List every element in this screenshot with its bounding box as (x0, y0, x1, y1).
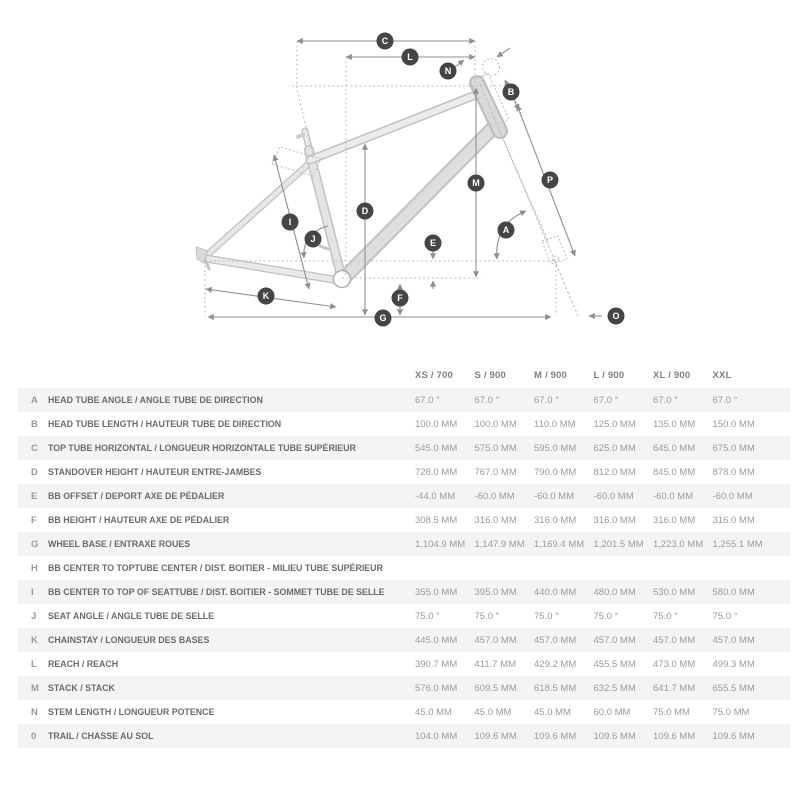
geometry-value: -60.0 MM (534, 490, 575, 502)
row-letter: J (31, 610, 37, 622)
marker-letter: D (361, 206, 369, 217)
geometry-value: 457.0 MM (593, 634, 636, 646)
row-label: SEAT ANGLE / ANGLE TUBE DE SELLE (48, 610, 215, 622)
geometry-value: 480.0 MM (593, 586, 636, 598)
table-row (18, 580, 790, 604)
geometry-value: 499.3 MM (712, 658, 755, 670)
marker-letter: N (444, 66, 452, 77)
geometry-value: 316.0 MM (653, 514, 696, 526)
geometry-value: 109.6 MM (593, 730, 636, 742)
size-column-header: M / 900 (534, 369, 568, 381)
row-label: STACK / STACK (48, 682, 115, 694)
geometry-value: 1,255.1 MM (712, 538, 763, 550)
row-letter: F (31, 514, 37, 526)
geometry-value: 67.0 ° (712, 394, 738, 406)
geometry-value: -60.0 MM (474, 490, 515, 502)
geometry-value: 109.6 MM (712, 730, 755, 742)
geometry-value: 530.0 MM (653, 586, 696, 598)
row-letter: A (31, 394, 38, 406)
row-label: HEAD TUBE ANGLE / ANGLE TUBE DE DIRECTION (48, 394, 263, 406)
row-letter: I (31, 586, 34, 598)
geometry-value: 75.0 ° (712, 610, 738, 622)
table-row (18, 532, 790, 556)
geometry-value: 100.0 MM (415, 418, 458, 430)
marker-letter: G (379, 313, 387, 324)
table-row (18, 508, 790, 532)
geometry-value: 609.5 MM (474, 682, 517, 694)
marker-letter: A (502, 225, 510, 236)
marker-letter: P (546, 175, 554, 186)
geometry-value: -44.0 MM (415, 490, 456, 502)
geometry-value: 655.5 MM (712, 682, 755, 694)
geometry-table-header (18, 362, 790, 388)
geometry-value: 545.0 MM (415, 442, 458, 454)
size-column-header: XXL (712, 369, 732, 381)
geometry-value: 316.0 MM (474, 514, 517, 526)
row-label: TOP TUBE HORIZONTAL / LONGUEUR HORIZONTALE TUBE SUPÉRIEUR (48, 442, 356, 454)
table-row (18, 556, 790, 580)
geometry-value: -60.0 MM (593, 490, 634, 502)
marker-letter: F (397, 293, 403, 304)
geometry-value: -60.0 MM (653, 490, 694, 502)
geometry-value: 67.0 ° (593, 394, 619, 406)
table-row (18, 676, 790, 700)
geometry-value: 67.0 ° (474, 394, 500, 406)
marker-letter: M (472, 178, 480, 189)
size-column-header: XL / 900 (653, 369, 691, 381)
row-label: HEAD TUBE LENGTH / HAUTEUR TUBE DE DIRECTION (48, 418, 282, 430)
geometry-value: 878.0 MM (712, 466, 755, 478)
row-label: TRAIL / CHASSE AU SOL (48, 730, 154, 742)
marker-letter: J (310, 234, 316, 245)
row-letter: C (31, 442, 38, 454)
geometry-value: 457.0 MM (712, 634, 755, 646)
geometry-value: 457.0 MM (653, 634, 696, 646)
geometry-value: 455.5 MM (593, 658, 636, 670)
marker-letter: I (288, 217, 292, 228)
size-column-header: L / 900 (593, 369, 625, 381)
row-label: BB CENTER TO TOPTUBE CENTER / DIST. BOITIER - MILIEU TUBE SUPÉRIEUR (48, 562, 383, 574)
geometry-value: 1,201.5 MM (593, 538, 644, 550)
geometry-value: 308.5 MM (415, 514, 458, 526)
geometry-value: 316.0 MM (534, 514, 577, 526)
row-letter: G (31, 538, 39, 550)
geometry-value: 625.0 MM (593, 442, 636, 454)
geometry-value: 75.0 ° (653, 610, 678, 622)
geometry-value: 75.0 MM (653, 706, 690, 718)
geometry-value: 45.0 MM (474, 706, 512, 718)
size-column-header: XS / 700 (415, 369, 454, 381)
row-label: REACH / REACH (48, 658, 119, 670)
geometry-value: 1,169.4 MM (534, 538, 585, 550)
geometry-value: 316.0 MM (593, 514, 636, 526)
row-label: BB CENTER TO TOP OF SEATTUBE / DIST. BOITIER - SOMMET TUBE DE SELLE (48, 586, 385, 598)
geometry-value: 316.0 MM (712, 514, 755, 526)
geometry-value: 125.0 MM (593, 418, 636, 430)
row-letter: 0 (31, 730, 37, 742)
geometry-value: 641.7 MM (653, 682, 696, 694)
geometry-value: 75.0 ° (415, 610, 440, 622)
construction-lines (205, 41, 578, 316)
geometry-value: 110.0 MM (534, 418, 576, 430)
row-label: BB OFFSET / DEPORT AXE DE PÉDALIER (48, 490, 225, 502)
geometry-value: 75.0 MM (712, 706, 750, 718)
row-letter: B (31, 418, 38, 430)
geometry-value: 632.5 MM (593, 682, 636, 694)
row-letter: D (31, 466, 38, 478)
marker-letter: L (407, 52, 413, 63)
geometry-value: 618.5 MM (534, 682, 577, 694)
row-letter: H (31, 562, 38, 574)
geometry-value: 390.7 MM (415, 658, 458, 670)
geometry-value: 355.0 MM (415, 586, 458, 598)
geometry-value: 75.0 ° (534, 610, 559, 622)
marker-letter: E (429, 238, 437, 249)
geometry-value: 150.0 MM (712, 418, 755, 430)
geometry-value: 109.6 MM (653, 730, 696, 742)
geometry-value: 728.0 MM (415, 466, 458, 478)
row-label: STEM LENGTH / LONGUEUR POTENCE (48, 706, 215, 718)
table-row (18, 484, 790, 508)
geometry-value: 104.0 MM (415, 730, 458, 742)
geometry-table-body (18, 388, 790, 748)
geometry-value: 1,147.9 MM (474, 538, 525, 550)
marker-letter: B (507, 87, 515, 98)
geometry-value: 575.0 MM (474, 442, 517, 454)
geometry-value: 457.0 MM (474, 634, 517, 646)
geometry-value: 767.0 MM (474, 466, 517, 478)
geometry-value: 812.0 MM (593, 466, 636, 478)
geometry-value: 576.0 MM (415, 682, 458, 694)
geometry-value: 429.2 MM (534, 658, 577, 670)
table-row (18, 700, 790, 724)
geometry-value: 109.6 MM (534, 730, 577, 742)
marker-letter: C (381, 36, 389, 47)
table-row (18, 652, 790, 676)
marker-letter: O (612, 311, 620, 322)
size-column-header: S / 900 (474, 369, 507, 381)
geometry-value: 135.0 MM (653, 418, 696, 430)
geometry-value: -60.0 MM (712, 490, 753, 502)
geometry-value: 845.0 MM (653, 466, 696, 478)
geometry-value: 790.0 MM (534, 466, 577, 478)
bike-geometry-diagram (0, 0, 800, 350)
geometry-value: 45.0 MM (415, 706, 452, 718)
row-letter: M (31, 682, 39, 694)
geometry-value: 60.0 MM (593, 706, 631, 718)
geometry-value: 67.0 ° (534, 394, 559, 406)
table-row (18, 412, 790, 436)
table-row (18, 628, 790, 652)
table-row (18, 388, 790, 412)
geometry-value: 75.0 ° (474, 610, 500, 622)
geometry-value: 595.0 MM (534, 442, 577, 454)
geometry-value: 395.0 MM (474, 586, 517, 598)
row-letter: E (31, 490, 38, 502)
geometry-table (18, 362, 790, 748)
table-row (18, 724, 790, 748)
row-letter: K (31, 634, 38, 646)
geometry-value: 67.0 ° (653, 394, 678, 406)
row-label: BB HEIGHT / HAUTEUR AXE DE PÉDALIER (48, 514, 230, 526)
row-label: STANDOVER HEIGHT / HAUTEUR ENTRE-JAMBES (48, 466, 262, 478)
geometry-value: 67.0 ° (415, 394, 440, 406)
geometry-value: 440.0 MM (534, 586, 577, 598)
row-label: CHAINSTAY / LONGUEUR DES BASES (48, 634, 210, 646)
bike-frame (196, 83, 500, 288)
geometry-value: 473.0 MM (653, 658, 696, 670)
geometry-value: 411.7 MM (474, 658, 517, 670)
marker-letter: K (262, 291, 270, 302)
table-row (18, 604, 790, 628)
table-row (18, 436, 790, 460)
geometry-value: 457.0 MM (534, 634, 577, 646)
geometry-value: 675.0 MM (712, 442, 755, 454)
geometry-value: 645.0 MM (653, 442, 696, 454)
geometry-value: 75.0 ° (593, 610, 619, 622)
geometry-value: 445.0 MM (415, 634, 458, 646)
geometry-value: 45.0 MM (534, 706, 571, 718)
row-letter: N (31, 706, 38, 718)
geometry-value: 580.0 MM (712, 586, 755, 598)
geometry-value: 109.6 MM (474, 730, 517, 742)
geometry-value: 1,104.9 MM (415, 538, 466, 550)
row-letter: L (31, 658, 37, 670)
table-row (18, 460, 790, 484)
geometry-value: 1,223.0 MM (653, 538, 704, 550)
geometry-value: 100.0 MM (474, 418, 517, 430)
row-label: WHEEL BASE / ENTRAXE ROUES (48, 538, 191, 550)
